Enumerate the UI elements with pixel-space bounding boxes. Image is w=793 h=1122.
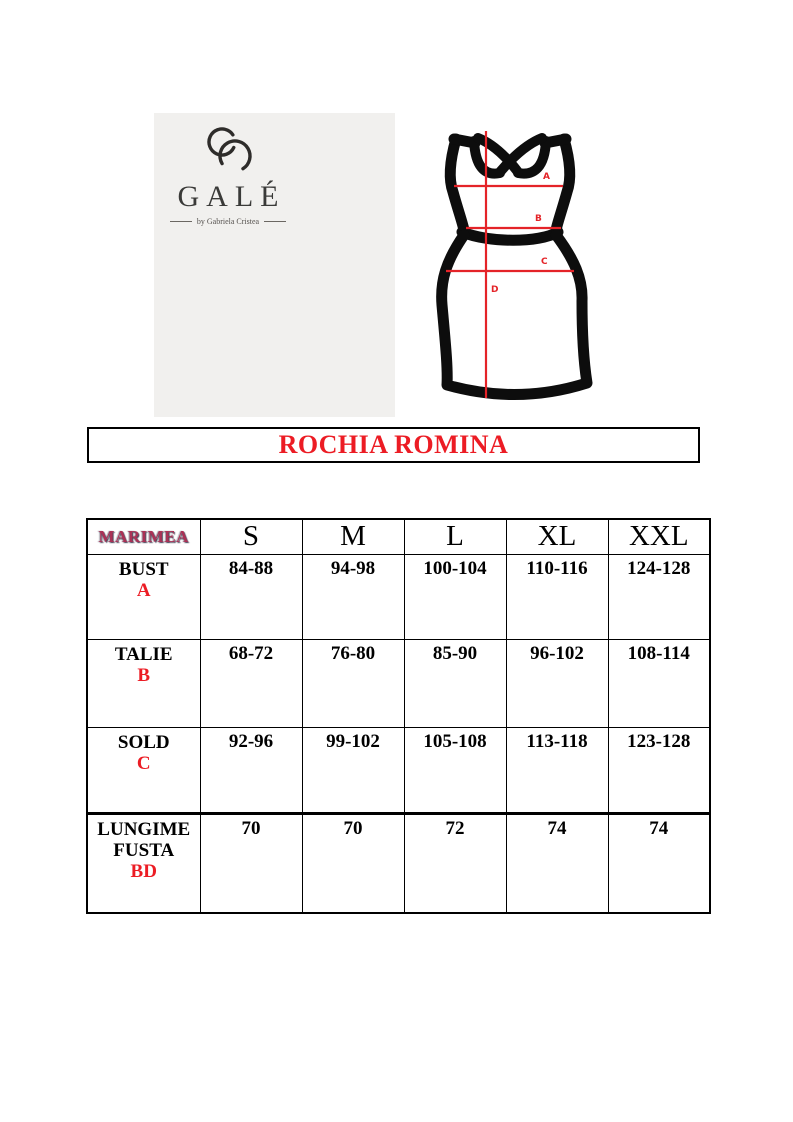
row-label-sold: SOLD: [117, 731, 170, 753]
size-header-xxl: XXL: [608, 519, 710, 554]
size-table: [86, 518, 711, 914]
table-row-sold: [87, 727, 710, 813]
bust-value-l: 100-104: [404, 554, 506, 639]
sold-value-xxl: 123-128: [608, 727, 710, 813]
table-row-bust: [87, 554, 710, 639]
size-table-corner-label: MARIMEA: [98, 526, 189, 546]
row-letter-talie: B: [137, 664, 151, 686]
bust-value-xxl: 124-128: [608, 554, 710, 639]
row-letter-bust: A: [136, 579, 151, 601]
table-row-talie: [87, 639, 710, 727]
talie-value-xxl: 108-114: [608, 639, 710, 727]
talie-value-s: 68-72: [200, 639, 302, 727]
row-label-bust: BUST: [118, 558, 169, 580]
row-letter-sold: C: [136, 752, 151, 774]
brand-logo-panel: [154, 113, 395, 417]
size-header-m: M: [302, 519, 404, 554]
table-row-lungime-fusta: [87, 813, 710, 913]
tagline-rule-right: [264, 221, 286, 222]
dress-measurement-diagram: [434, 128, 608, 406]
bust-value-xl: 110-116: [506, 554, 608, 639]
measure-label-c: C: [541, 257, 548, 267]
measure-label-b: B: [535, 214, 542, 224]
row-label-talie: TALIE: [114, 643, 173, 665]
tagline-rule-left: [170, 221, 192, 222]
lungime-value-xl: 74: [506, 813, 608, 913]
lungime-value-m: 70: [302, 813, 404, 913]
brand-logo: [158, 123, 298, 226]
product-title-banner: [87, 427, 700, 463]
size-header-l: L: [404, 519, 506, 554]
sold-value-xl: 113-118: [506, 727, 608, 813]
row-letter-lungime-fusta: BD: [130, 861, 157, 883]
gale-monogram-icon: [200, 123, 256, 175]
brand-tagline: [170, 217, 286, 226]
lungime-value-s: 70: [200, 813, 302, 913]
brand-tagline-text: by Gabriela Cristea: [196, 216, 260, 226]
sold-value-m: 99-102: [302, 727, 404, 813]
sold-value-s: 92-96: [200, 727, 302, 813]
talie-value-xl: 96-102: [506, 639, 608, 727]
sold-value-l: 105-108: [404, 727, 506, 813]
product-title: ROCHIA ROMINA: [278, 430, 509, 459]
size-header-s: S: [200, 519, 302, 554]
bust-value-s: 84-88: [200, 554, 302, 639]
brand-name: GALÉ: [177, 180, 286, 213]
bust-value-m: 94-98: [302, 554, 404, 639]
lungime-value-xxl: 74: [608, 813, 710, 913]
row-label-lungime-fusta: LUNGIME FUSTA: [97, 818, 191, 861]
size-header-xl: XL: [506, 519, 608, 554]
talie-value-m: 76-80: [302, 639, 404, 727]
lungime-value-l: 72: [404, 813, 506, 913]
measure-label-d: D: [491, 285, 499, 295]
dress-outline-icon: [434, 128, 608, 406]
talie-value-l: 85-90: [404, 639, 506, 727]
size-table-header-row: [87, 519, 710, 554]
measure-label-a: A: [543, 172, 550, 182]
